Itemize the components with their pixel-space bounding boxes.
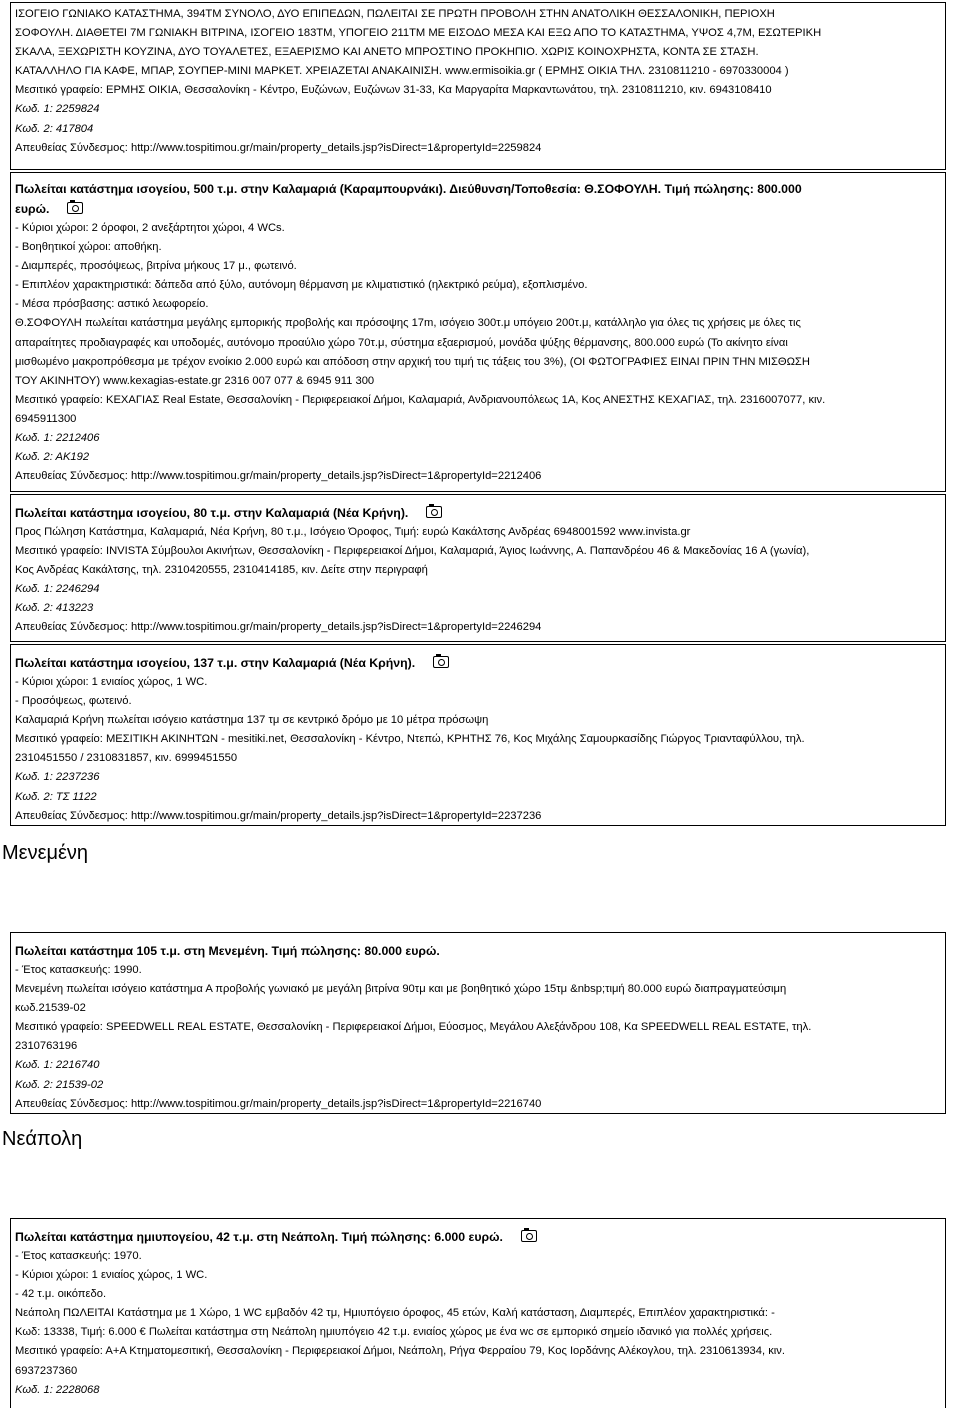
code-2: Κωδ. 2: 413223 [15,602,94,615]
listing-text: κωδ.21539-02 [15,1002,86,1015]
code-1: Κωδ. 1: 2237236 [15,771,100,784]
listing-text: Θ.ΣΟΦΟΥΛΗ πωλείται κατάστημα μεγάλης εμπορικής προβολής και πρόσοψης 17m, ισόγειο 300τ.μ υπόγειο 200τ.μ, κατάλληλο για όλες τις χρήσεις με όλες τις [15,317,801,330]
listing-text: - Κύριοι χώροι: 2 όροφοι, 2 ανεξάρτητοι χώροι, 4 WCs. [15,222,285,234]
camera-icon[interactable] [521,1230,537,1242]
listing-text: - Μέσα πρόσβασης: αστικό λεωφορείο. [15,298,209,311]
listing-block-1 [10,2,946,170]
listing-text: - Βοηθητικοί χώροι: αποθήκη. [15,241,162,254]
listing-text: ΤΟΥ ΑΚΙΝΗΤΟΥ) www.kexagias-estate.gr 2316 007 077 & 6945 911 300 [15,374,375,387]
listing-text: Μενεμένη πωλείται ισόγειο κατάστημα Α προβολής γωνιακό με μεγάλη βιτρίνα 90τμ και με βοηθητικό χώρο 15τμ &nbsp;τιμή 80.000 ευρώ διαπραγματεύσιμη [15,983,787,996]
listing-title: Πωλείται κατάστημα ισογείου, 500 τ.μ. στην Καλαμαριά (Καραμπουρνάκι). Διεύθυνση/Τοποθεσία: Θ.ΣΟΦΟΥΛΗ. Τιμή πώλησης: 800.000 [15,182,802,196]
listing-block-5 [10,932,946,1114]
direct-link[interactable]: Απευθείας Σύνδεσμος: http://www.tospitimou.gr/main/property_details.jsp?isDirect=1&propertyId=2216740 [15,1097,542,1110]
listing-text: ΣΟΦΟΥΛΗ. ΔΙΑΘΕΤΕΙ 7Μ ΓΩΝΙΑΚΗ ΒΙΤΡΙΝΑ, ΙΣΟΓΕΙΟ 183ΤΜ, ΥΠΟΓΕΙΟ 211ΤΜ ΜΕ ΕΙΣΟΔΟ ΜΕΣΑ ΚΑΙ ΕΞΩ ΑΠΟ ΤΟ ΚΑΤΑΣΤΗΜΑ, ΥΨΟΣ 4,7Μ, ΕΣΩΤΕΡΙΚΗ [15,27,822,40]
agency-info: 2310763196 [15,1040,78,1053]
direct-link[interactable]: Απευθείας Σύνδεσμος: http://www.tospitimou.gr/main/property_details.jsp?isDirect=1&propertyId=2246294 [15,621,542,634]
agency-info: Μεσιτικό γραφείο: ΚΕΧΑΓΙΑΣ Real Estate, Θεσσαλονίκη - Περιφερειακοί Δήμοι, Καλαμαριά, Ανδριανουπόλεως 1Α, Κος ΑΝΕΣΤΗΣ ΚΕΧΑΓΙΑΣ, τηλ. 2316007077, κιν. [15,393,826,406]
code-2: Κωδ. 2: 417804 [15,122,94,135]
direct-link[interactable]: Απευθείας Σύνδεσμος: http://www.tospitimou.gr/main/property_details.jsp?isDirect=1&propertyId=2259824 [15,141,542,154]
agency-info: Κος Ανδρέας Κακάλτσης, τηλ. 2310420555, 2310414185, κιν. Δείτε στην περιγραφή [15,564,428,577]
listing-text: - Προσόψεως, φωτεινό. [15,695,132,708]
listing-title: Πωλείται κατάστημα ημιυπογείου, 42 τ.μ. στη Νεάπολη. Τιμή πώλησης: 6.000 ευρώ. [15,1227,941,1247]
listing-text: - Κύριοι χώροι: 1 ενιαίος χώρος, 1 WC. [15,676,208,688]
listing-block-4 [10,644,946,826]
listing-text: ΙΣΟΓΕΙΟ ΓΩΝΙΑΚΟ ΚΑΤΑΣΤΗΜΑ, 394ΤΜ ΣΥΝΟΛΟ, ΔΥΟ ΕΠΙΠΕΔΩΝ, ΠΩΛΕΙΤΑΙ ΣΕ ΠΡΩΤΗ ΠΡΟΒΟΛΗ ΣΤΗΝ ΑΝΑΤΟΛΙΚΗ ΘΕΣΣΑΛΟΝΙΚΗ, ΠΕΡΙΟΧΗ [15,8,775,20]
listing-text: Προς Πώληση Κατάστημα, Καλαμαριά, Νέα Κρήνη, 80 τ.μ., Ισόγειο Όροφος, Τιμή: ευρώ Κακάλτσης Ανδρέας 6948001592 www.invista.gr [15,526,691,538]
camera-icon[interactable] [67,202,83,214]
code-1: Κωδ. 1: 2216740 [15,1059,100,1072]
direct-link[interactable]: Απευθείας Σύνδεσμος: http://www.tospitimou.gr/main/property_details.jsp?isDirect=1&propertyId=2212406 [15,470,542,483]
camera-icon[interactable] [426,506,442,518]
agency-info: Μεσιτικό γραφείο: INVISTA Σύμβουλοι Ακινήτων, Θεσσαλονίκη - Περιφερειακοί Δήμοι, Καλαμαριά, Άγιος Ιωάννης, Α. Παπανδρέου 46 & Μακεδονίας 16 Α (γωνία), [15,545,810,558]
agency-info: 6945911300 [15,412,77,425]
agency-info: Μεσιτικό γραφείο: ΕΡΜΗΣ ΟΙΚΙΑ, Θεσσαλονίκη - Κέντρο, Ευζώνων, Ευζώνων 31-33, Κα Μαργαρίτα Μαρκαντωνάτου, τηλ. 2310811210, κιν. 6943108410 [15,84,772,97]
code-2: Κωδ. 2: ΑΚ192 [15,451,90,464]
listing-text: μισθωμένο μακροπρόθεσμα με τρέχον ενοίκιο 2.000 ευρώ και απόδοση στην αρχική του τιμή τις τάξεις του 3%), (ΟΙ ΦΩΤΟΓΡΑΦΙΕΣ ΕΙΝΑΙ ΠΡΙΝ ΤΗΝ ΜΙΣΘΩΣΗ [15,355,810,368]
listing-text: Κωδ: 13338, Τιμή: 6.000 € Πωλείται κατάστημα στη Νεάπολη ημιυπόγειο 42 τ.μ. ενιαίος χώρος με ένα wc σε εμπορικό σημείο ιδανικό για πολλές χρήσεις. [15,1326,773,1339]
listing-title-cont: ευρώ. [15,199,941,219]
listing-text: Νεάπολη ΠΩΛΕΙΤΑΙ Κατάστημα με 1 Χώρο, 1 WC εμβαδόν 42 τμ, Ημιυπόγειο όροφος, 45 ετών, Καλή κατάσταση, Διαμπερές, Επιπλέον χαρακτηριστικά: - [15,1307,775,1320]
agency-info: Μεσιτικό γραφείο: ΜΕΣΙΤΙΚΗ ΑΚΙΝΗΤΩΝ - mesitiki.net, Θεσσαλονίκη - Κέντρο, Ντεπώ, ΚΡΗΤΗΣ 76, Κος Μιχάλης Σαμουρκασίδης Γιώργος Τριανταφύλλου, τηλ. [15,733,805,746]
area-heading-menemeni: Μενεμένη [2,842,89,864]
code-1: Κωδ. 1: 2228068 [15,1383,100,1396]
listing-text: - 42 τ.μ. οικόπεδο. [15,1288,107,1301]
listing-text: απαραίτητες προδιαγραφές και υποδομές, αυτόνομο προαύλιο χώρο 70τ.μ, σύστημα εξαερισμού, μονάδα ψύξης θέρμανσης, 800.000 ευρώ (Το ακίνητο είναι [15,336,788,349]
listing-text: - Έτος κατασκευής: 1990. [15,964,142,976]
code-1: Κωδ. 1: 2212406 [15,432,100,445]
listing-text: - Έτος κατασκευής: 1970. [15,1250,142,1262]
listing-block-2 [10,172,946,492]
listing-text: ΚΑΤΑΛΛΗΛΟ ΓΙΑ ΚΑΦΕ, ΜΠΑΡ, ΣΟΥΠΕΡ-ΜΙΝΙ ΜΑΡΚΕΤ. ΧΡΕΙΑΖΕΤΑΙ ΑΝΑΚΑΙΝΙΣΗ. www.ermisoikia.gr ( ΕΡΜΗΣ ΟΙΚΙΑ ΤΗΛ. 2310811210 - 6970330004 ) [15,65,789,78]
listing-title: Πωλείται κατάστημα 105 τ.μ. στη Μενεμένη. Τιμή πώλησης: 80.000 ευρώ. [15,944,440,958]
agency-info: Μεσιτικό γραφείο: Α+Α Κτηματομεσιτική, Θεσσαλονίκη - Περιφερειακοί Δήμοι, Νεάπολη, Ρήγα Φερραίου 79, Κος Ιορδάνης Αλέκογλου, τηλ. 2310613934, κιν. [15,1345,785,1358]
area-heading-neapoli: Νεάπολη [2,1128,83,1150]
listing-title: Πωλείται κατάστημα ισογείου, 137 τ.μ. στην Καλαμαριά (Νέα Κρήνη). [15,653,941,673]
direct-link[interactable]: Απευθείας Σύνδεσμος: http://www.tospitimou.gr/main/property_details.jsp?isDirect=1&propertyId=2237236 [15,809,542,822]
agency-info: Μεσιτικό γραφείο: SPEEDWELL REAL ESTATE, Θεσσαλονίκη - Περιφερειακοί Δήμοι, Εύοσμος, Μεγάλου Αλεξάνδρου 108, Κα SPEEDWELL REAL ESTATE, τηλ. [15,1021,812,1034]
listing-text: - Διαμπερές, προσόψεως, βιτρίνα μήκους 17 μ., φωτεινό. [15,260,297,273]
agency-info: 2310451550 / 2310831857, κιν. 6999451550 [15,752,238,765]
code-1: Κωδ. 1: 2259824 [15,103,100,116]
agency-info: 6937237360 [15,1364,78,1377]
camera-icon[interactable] [433,656,449,668]
listing-text: - Κύριοι χώροι: 1 ενιαίος χώρος, 1 WC. [15,1269,208,1282]
code-2: Κωδ. 2: 21539-02 [15,1078,104,1091]
listing-text: - Επιπλέον χαρακτηριστικά: δάπεδα από ξύλο, αυτόνομη θέρμανση με κλιματιστικό (ηλεκτρικό ρεύμα), εξοπλισμένο. [15,279,588,292]
listing-block-6 [10,1218,946,1408]
listing-text: ΣΚΑΛΑ, ΞΕΧΩΡΙΣΤΗ ΚΟΥΖΙΝΑ, ΔΥΟ ΤΟΥΑΛΕΤΕΣ, ΕΞΑΕΡΙΣΜΟ ΚΑΙ ΑΝΕΤΟ ΜΠΡΟΣΤΙΝΟ ΠΡΟΚΗΠΙΟ. ΧΩΡΙΣ ΚΟΙΝΟΧΡΗΣΤΑ, ΚΟΝΤΑ ΣΕ ΣΤΑΣΗ. [15,46,759,59]
code-2: Κωδ. 2: ΤΣ 1122 [15,790,97,803]
listing-block-3 [10,494,946,642]
listing-text: Καλαμαριά Κρήνη πωλείται ισόγειο κατάστημα 137 τμ σε κεντρικό δρόμο με 10 μέτρα πρόσωψη [15,714,489,727]
listing-title: Πωλείται κατάστημα ισογείου, 80 τ.μ. στην Καλαμαριά (Νέα Κρήνη). [15,503,941,523]
code-1: Κωδ. 1: 2246294 [15,583,100,596]
